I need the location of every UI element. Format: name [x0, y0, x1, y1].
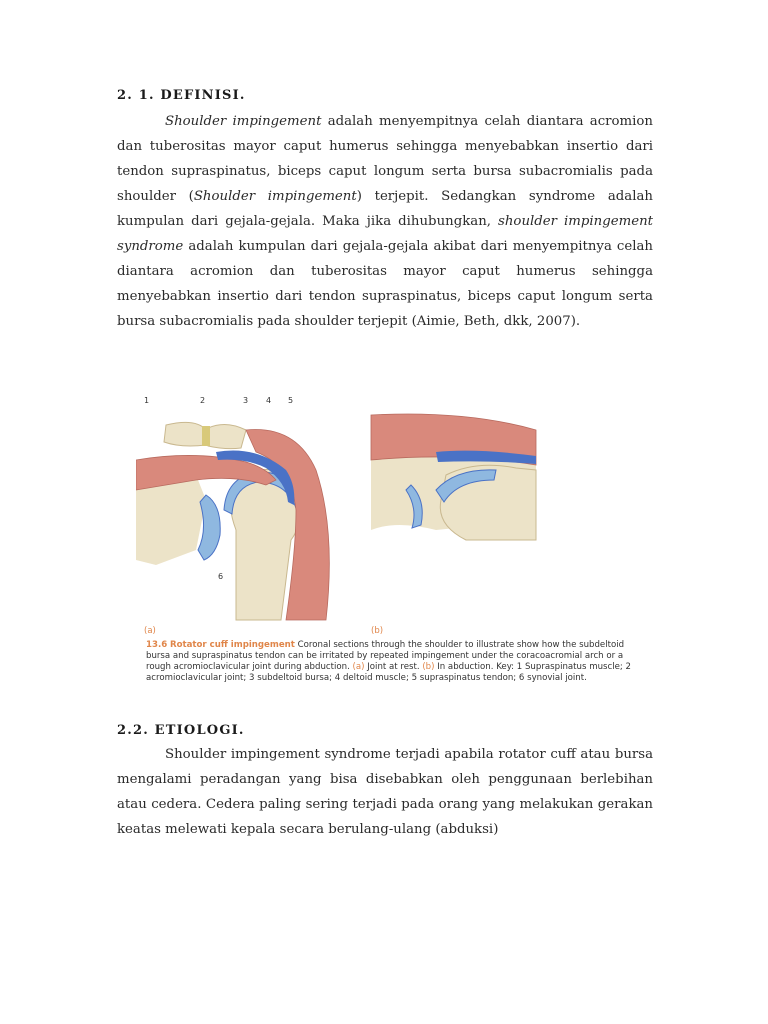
figure-number-6: 6 [218, 572, 224, 581]
term-italic-2: Shoulder impingement [193, 189, 357, 204]
section-heading-etiologi: 2.2. ETIOLOGI. [117, 723, 245, 738]
etiologi-text: Shoulder impingement syndrome terjadi apabila rotator cuff atau bursa mengalami peradangan yang bisa disebabkan oleh penggunaan berlebihan atau cedera. Cedera paling sering terjadi pada orang yang melakukan gerakan keatas melewati kepala secara berulang-ulang (abduksi) [117, 747, 653, 837]
text-run-3: adalah kumpulan dari gejala-gejala akibat dari menyempitnya celah diantara acromion dan tuberositas mayor caput humerus sehingga menyebabkan insertio dari tendon supraspinatus, biceps caput longum serta bursa subacromialis pada shoulder terjepit (Aimie, Beth, dkk, 2007). [117, 239, 653, 329]
figure-number-3: 3 [243, 396, 249, 405]
text-run-2: ) terjepit. Sedangkan syndrome adalah kumpulan dari gejala-gejala. Maka jika dihubungkan, [117, 189, 653, 229]
term-italic-1: Shoulder impingement [165, 114, 322, 129]
panel-a-label: (a) [144, 626, 156, 636]
etiologi-paragraph [117, 742, 653, 842]
caption-title: Rotator cuff impingement [169, 640, 295, 650]
rotator-cuff-figure [136, 390, 646, 690]
figure-number-4: 4 [266, 396, 272, 405]
figure-caption [146, 640, 646, 684]
figure-number-5: 5 [288, 396, 294, 405]
caption-a-label: (a) [352, 662, 365, 672]
panel-b-drawing [371, 414, 536, 540]
figure-number-1: 1 [144, 396, 150, 405]
panel-b-label: (b) [371, 626, 384, 636]
caption-b-label: (b) [422, 662, 435, 672]
shoulder-anatomy-illustration [136, 390, 646, 640]
caption-text-3: In abduction. Key: 1 Supraspinatus muscle; 2 acromioclavicular joint; 3 subdeltoid bursa; 4 deltoid muscle; 5 supraspinatus tendon; 6 synovial joint. [146, 662, 631, 683]
section-heading-definisi: 2. 1. DEFINISI. [117, 88, 246, 103]
term-italic-3: shoulder impingement syndrome [117, 214, 653, 254]
caption-number: 13.6 [146, 640, 168, 650]
text-run-1: adalah menyempitnya celah diantara acromion dan tuberositas mayor caput humerus sehingga menyebabkan insertio dari tendon supraspinatus, biceps caput longum serta bursa subacromialis pada shoulder ( [117, 114, 653, 204]
panel-a-drawing [136, 420, 376, 630]
caption-text-2: Joint at rest. [364, 662, 423, 672]
definisi-paragraph [117, 109, 653, 334]
figure-number-2: 2 [200, 396, 206, 405]
caption-text-1: Coronal sections through the shoulder to illustrate show how the subdeltoid bursa and supraspinatus tendon can be irritated by repeated impingement under the coracoacromial arch or a rough acromioclavicular joint during abduction. [146, 640, 625, 672]
